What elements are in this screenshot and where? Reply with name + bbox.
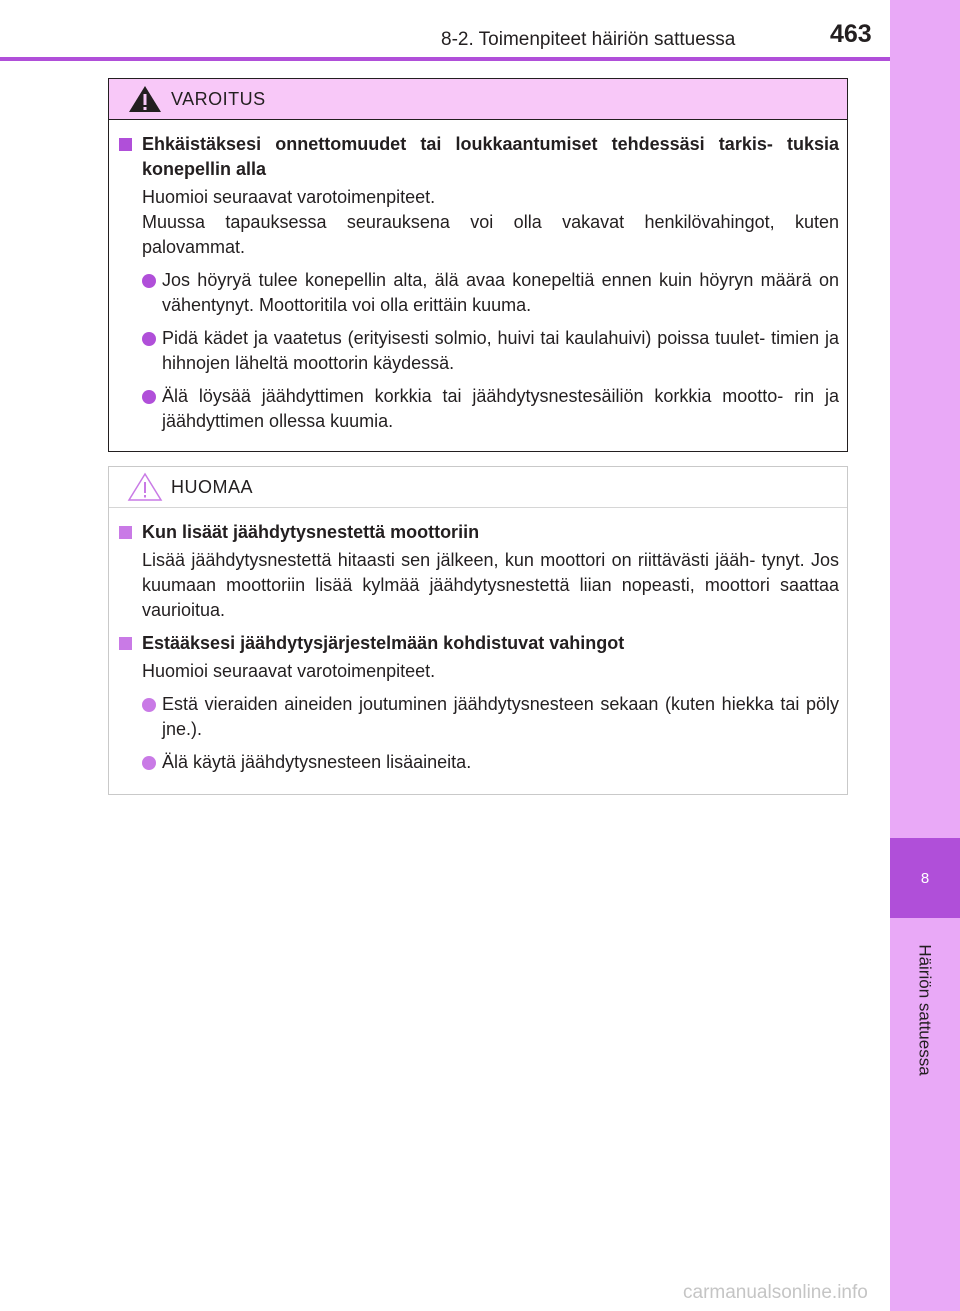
notice-section-title: Estääksesi jäähdytysjärjestelmään kohdistuvat vahingot [117, 631, 839, 656]
warning-section-title: Ehkäistäksesi onnettomuudet tai loukkaantumiset tehdessäsi tarkis- tuksia konepellin alla [117, 132, 839, 182]
chapter-side-tab [890, 0, 960, 1311]
notice-section-text: Lisää jäähdytysnestettä hitaasti sen jälkeen, kun moottori on riittävästi jääh- tynyt. Jos kuumaan moottoriin lisää kylmää jäähdytysnestettä liian nopeasti, moottori saattaa vaurioitua. [142, 550, 839, 620]
warning-label: VAROITUS [171, 88, 266, 109]
warning-box [108, 78, 848, 452]
notice-body [109, 508, 847, 775]
warning-triangle-icon [127, 84, 163, 114]
round-bullet-icon [142, 390, 156, 404]
chapter-number: 8 [920, 869, 930, 887]
header-divider [0, 57, 890, 61]
notice-header [109, 467, 847, 508]
chapter-number-tab [890, 838, 960, 918]
watermark: carmanualsonline.info [683, 1282, 868, 1303]
notice-label: HUOMAA [171, 476, 254, 497]
round-bullet-icon [142, 332, 156, 346]
section-header-title: 8-2. Toimenpiteet häiriön sattuessa [441, 29, 736, 50]
notice-bullet-item: Estä vieraiden aineiden joutuminen jäähdytysnesteen sekaan (kuten hiekka tai pöly jne.). [117, 692, 839, 742]
warning-consequence: Muussa tapauksessa seurauksena voi olla vakavat henkilövahingot, kuten palovammat. [142, 212, 839, 257]
notice-section-title: Kun lisäät jäähdytysnestettä moottoriin [117, 520, 839, 545]
round-bullet-icon [142, 274, 156, 288]
warning-intro: Huomioi seuraavat varotoimenpiteet. [142, 187, 436, 207]
square-bullet-icon [119, 138, 132, 151]
notice-section-text: Huomioi seuraavat varotoimenpiteet. [142, 661, 436, 681]
chapter-title: Häiriön sattuessa [916, 944, 935, 1076]
warning-body [109, 120, 847, 434]
warning-header [109, 79, 847, 120]
warning-bullet-item: Pidä kädet ja vaatetus (erityisesti solmio, huivi tai kaulahuivi) poissa tuulet- timien ja hihnojen läheltä moottorin käydessä. [117, 326, 839, 376]
warning-bullet-item: Jos höyryä tulee konepellin alta, älä avaa konepeltiä ennen kuin höyryn määrä on vähentynyt. Moottoritila voi olla erittäin kuuma. [117, 268, 839, 318]
square-bullet-icon [119, 637, 132, 650]
notice-box [108, 466, 848, 795]
square-bullet-icon [119, 526, 132, 539]
round-bullet-icon [142, 698, 156, 712]
page-number: 463 [830, 20, 872, 48]
notice-bullet-item: Älä käytä jäähdytysnesteen lisäaineita. [117, 750, 839, 775]
caution-triangle-icon [127, 472, 163, 502]
warning-bullet-item: Älä löysää jäähdyttimen korkkia tai jäähdytysnestesäiliön korkkia mootto- rin ja jäähdyttimen ollessa kuumia. [117, 384, 839, 434]
round-bullet-icon [142, 756, 156, 770]
chapter-title-tab [890, 930, 960, 1090]
